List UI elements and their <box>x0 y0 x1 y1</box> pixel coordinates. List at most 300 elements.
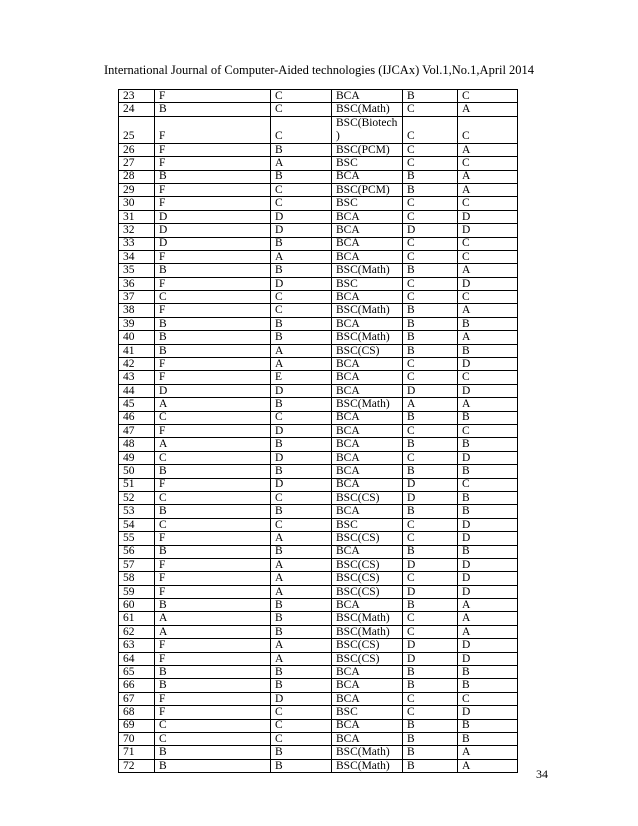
table-cell: D <box>458 210 518 223</box>
table-cell: B <box>458 679 518 692</box>
table-row <box>119 424 518 437</box>
table-cell: BCA <box>332 291 403 304</box>
table-cell: B <box>458 491 518 504</box>
table-row <box>119 465 518 478</box>
table-cell: B <box>155 264 271 277</box>
table-cell: D <box>403 639 458 652</box>
table-cell: C <box>403 358 458 371</box>
table-cell: F <box>155 652 271 665</box>
table-cell: BSC(Math) <box>332 264 403 277</box>
table-cell: BSC(Math) <box>332 746 403 759</box>
table-row <box>119 532 518 545</box>
table-cell: C <box>403 197 458 210</box>
table-cell: C <box>155 491 271 504</box>
table-cell: D <box>271 478 332 491</box>
table-cell: C <box>271 518 332 531</box>
table-cell: B <box>155 103 271 116</box>
table-cell: B <box>155 505 271 518</box>
table-cell: C <box>403 451 458 464</box>
table-cell: A <box>458 103 518 116</box>
table-cell: C <box>271 304 332 317</box>
table-cell: B <box>403 331 458 344</box>
table-row <box>119 652 518 665</box>
table-cell: B <box>403 411 458 424</box>
table-row <box>119 264 518 277</box>
table-cell: D <box>458 572 518 585</box>
table-cell: A <box>271 157 332 170</box>
table-cell: D <box>458 532 518 545</box>
table-cell: D <box>403 224 458 237</box>
table-row <box>119 478 518 491</box>
table-cell: B <box>403 183 458 196</box>
table-cell: BSC(Math) <box>332 759 403 772</box>
table-cell: 46 <box>119 411 155 424</box>
table-cell: B <box>458 344 518 357</box>
table-cell: D <box>271 277 332 290</box>
table-cell: BSC <box>332 518 403 531</box>
table-cell: D <box>458 639 518 652</box>
table-row <box>119 277 518 290</box>
table-cell: F <box>155 424 271 437</box>
table-row <box>119 103 518 116</box>
table-cell: D <box>271 451 332 464</box>
table-cell: B <box>271 625 332 638</box>
table-cell: F <box>155 639 271 652</box>
table-cell: A <box>458 264 518 277</box>
table-cell: D <box>403 558 458 571</box>
table-cell: BSC(PCM) <box>332 183 403 196</box>
table-cell: C <box>403 424 458 437</box>
table-cell: BCA <box>332 371 403 384</box>
table-cell: 31 <box>119 210 155 223</box>
table-cell: B <box>403 317 458 330</box>
table-cell: 48 <box>119 438 155 451</box>
table-row <box>119 572 518 585</box>
table-cell: C <box>458 424 518 437</box>
table-cell: B <box>271 759 332 772</box>
table-row <box>119 224 518 237</box>
table-cell: B <box>403 679 458 692</box>
table-cell: A <box>271 572 332 585</box>
table-cell: A <box>271 558 332 571</box>
table-cell: 53 <box>119 505 155 518</box>
table-cell: 33 <box>119 237 155 250</box>
table-cell: C <box>403 532 458 545</box>
table-cell: A <box>155 398 271 411</box>
table-cell: D <box>403 478 458 491</box>
table-cell: B <box>403 732 458 745</box>
table-cell: B <box>271 679 332 692</box>
table-cell: 34 <box>119 250 155 263</box>
table-cell: A <box>155 625 271 638</box>
table-cell: BSC(CS) <box>332 585 403 598</box>
table-cell: A <box>271 358 332 371</box>
table-row <box>119 304 518 317</box>
table-cell: D <box>403 585 458 598</box>
table-cell: B <box>458 317 518 330</box>
table-cell: B <box>271 438 332 451</box>
table-cell: C <box>403 103 458 116</box>
table-cell: B <box>403 505 458 518</box>
table-cell: D <box>458 224 518 237</box>
table-cell: 45 <box>119 398 155 411</box>
table-cell: BCA <box>332 505 403 518</box>
table-cell: BSC <box>332 277 403 290</box>
table-cell: D <box>271 224 332 237</box>
table-cell: C <box>458 478 518 491</box>
table-cell: F <box>155 90 271 103</box>
table-cell: D <box>458 585 518 598</box>
table-cell: B <box>155 344 271 357</box>
table-cell: 65 <box>119 666 155 679</box>
table-cell: D <box>458 277 518 290</box>
table-cell: C <box>271 491 332 504</box>
table-cell: B <box>155 679 271 692</box>
table-cell: BCA <box>332 210 403 223</box>
table-cell: BSC(CS) <box>332 532 403 545</box>
table-cell: D <box>155 224 271 237</box>
table-cell: BSC(Math) <box>332 103 403 116</box>
table-row <box>119 438 518 451</box>
table-cell: B <box>271 331 332 344</box>
table-cell: B <box>458 438 518 451</box>
table-cell: B <box>271 170 332 183</box>
table-cell: 27 <box>119 157 155 170</box>
table-cell: A <box>155 612 271 625</box>
table-cell: BSC(CS) <box>332 558 403 571</box>
table-cell: D <box>403 384 458 397</box>
table-row <box>119 344 518 357</box>
table-cell: BCA <box>332 90 403 103</box>
table-cell: C <box>458 116 518 143</box>
table-cell: 40 <box>119 331 155 344</box>
table-cell: D <box>271 424 332 437</box>
table-cell: 54 <box>119 518 155 531</box>
table-cell: A <box>271 250 332 263</box>
table-row <box>119 599 518 612</box>
table-cell: F <box>155 706 271 719</box>
table-cell: C <box>403 250 458 263</box>
table-cell: D <box>458 451 518 464</box>
table-cell: C <box>403 371 458 384</box>
table-cell: B <box>403 666 458 679</box>
table-cell: C <box>403 625 458 638</box>
table-cell: F <box>155 692 271 705</box>
table-cell: D <box>155 210 271 223</box>
table-cell: 72 <box>119 759 155 772</box>
table-cell: F <box>155 558 271 571</box>
table-cell: 50 <box>119 465 155 478</box>
table-cell: C <box>403 291 458 304</box>
table-cell: D <box>155 384 271 397</box>
table-cell: C <box>155 518 271 531</box>
table-cell: B <box>155 170 271 183</box>
table-cell: B <box>403 438 458 451</box>
table-cell: B <box>271 666 332 679</box>
table-cell: F <box>155 585 271 598</box>
table-row <box>119 90 518 103</box>
table-cell: B <box>403 90 458 103</box>
table-cell: F <box>155 304 271 317</box>
table-cell: B <box>403 599 458 612</box>
data-table <box>118 89 518 773</box>
table-row <box>119 746 518 759</box>
table-cell: C <box>155 291 271 304</box>
table-row <box>119 666 518 679</box>
table-cell: B <box>271 599 332 612</box>
table-cell: A <box>403 398 458 411</box>
table-cell: A <box>458 304 518 317</box>
table-cell: 63 <box>119 639 155 652</box>
table-cell: B <box>271 746 332 759</box>
table-cell: D <box>458 358 518 371</box>
table-cell: F <box>155 157 271 170</box>
table-cell: D <box>458 652 518 665</box>
table-cell: BCA <box>332 545 403 558</box>
table-cell: C <box>403 706 458 719</box>
table-cell: 42 <box>119 358 155 371</box>
table-cell: 60 <box>119 599 155 612</box>
table-cell: B <box>403 719 458 732</box>
table-cell: C <box>403 572 458 585</box>
page-header: International Journal of Computer-Aided technologies (IJCAx) Vol.1,No.1,April 2014 <box>103 63 535 77</box>
table-row <box>119 518 518 531</box>
table-cell: C <box>458 90 518 103</box>
table-cell: B <box>458 666 518 679</box>
table-cell: A <box>458 170 518 183</box>
table-cell: F <box>155 197 271 210</box>
table-row <box>119 183 518 196</box>
table-row <box>119 545 518 558</box>
table-cell: D <box>458 384 518 397</box>
table-cell: B <box>458 505 518 518</box>
table-cell: F <box>155 478 271 491</box>
table-cell: C <box>403 157 458 170</box>
table-cell: C <box>458 692 518 705</box>
table-row <box>119 558 518 571</box>
table-cell: 44 <box>119 384 155 397</box>
table-cell: 70 <box>119 732 155 745</box>
table-cell: B <box>458 732 518 745</box>
table-cell: 26 <box>119 143 155 156</box>
table-row <box>119 625 518 638</box>
table-cell: C <box>271 90 332 103</box>
table-cell: BSC(CS) <box>332 639 403 652</box>
table-cell: 68 <box>119 706 155 719</box>
table-cell: BCA <box>332 237 403 250</box>
table-cell: BCA <box>332 451 403 464</box>
table-cell: BCA <box>332 478 403 491</box>
table-cell: C <box>271 103 332 116</box>
table-cell: F <box>155 371 271 384</box>
table-cell: 64 <box>119 652 155 665</box>
table-cell: A <box>458 759 518 772</box>
table-cell: 61 <box>119 612 155 625</box>
table-cell: F <box>155 143 271 156</box>
table-cell: B <box>271 545 332 558</box>
table-cell: 23 <box>119 90 155 103</box>
table-cell: D <box>403 491 458 504</box>
table-cell: 58 <box>119 572 155 585</box>
table-cell: C <box>458 291 518 304</box>
table-cell: F <box>155 250 271 263</box>
table-cell: A <box>458 746 518 759</box>
table-row <box>119 250 518 263</box>
table-row <box>119 197 518 210</box>
table-cell: F <box>155 358 271 371</box>
table-cell: A <box>458 612 518 625</box>
table-cell: 47 <box>119 424 155 437</box>
table-cell: 39 <box>119 317 155 330</box>
table-cell: B <box>271 264 332 277</box>
table-row <box>119 358 518 371</box>
table-row <box>119 719 518 732</box>
table-cell: BCA <box>332 692 403 705</box>
table-cell: BSC(Math) <box>332 398 403 411</box>
table-cell: 51 <box>119 478 155 491</box>
table-cell: 41 <box>119 344 155 357</box>
table-cell: BCA <box>332 250 403 263</box>
table-cell: C <box>271 197 332 210</box>
table-cell: BSC <box>332 157 403 170</box>
table-cell: C <box>458 237 518 250</box>
table-cell: BCA <box>332 170 403 183</box>
table-cell: C <box>458 157 518 170</box>
table-cell: B <box>403 545 458 558</box>
table-cell: 56 <box>119 545 155 558</box>
table-cell: 38 <box>119 304 155 317</box>
table-cell: BSC <box>332 706 403 719</box>
table-cell: 49 <box>119 451 155 464</box>
table-cell: C <box>403 277 458 290</box>
table-cell: 43 <box>119 371 155 384</box>
table-cell: A <box>155 438 271 451</box>
table-row <box>119 210 518 223</box>
table-cell: B <box>403 759 458 772</box>
table-body <box>119 90 518 773</box>
table-cell: B <box>271 317 332 330</box>
table-row <box>119 398 518 411</box>
table-row <box>119 384 518 397</box>
table-row <box>119 143 518 156</box>
table-cell: D <box>271 384 332 397</box>
table-cell: BSC(Math) <box>332 612 403 625</box>
table-cell: B <box>271 612 332 625</box>
table-cell: C <box>271 706 332 719</box>
table-cell: B <box>403 344 458 357</box>
table-cell: B <box>271 398 332 411</box>
table-cell: C <box>403 237 458 250</box>
table-cell: C <box>403 612 458 625</box>
table-cell: 35 <box>119 264 155 277</box>
table-cell: C <box>458 197 518 210</box>
table-cell: B <box>271 465 332 478</box>
table-cell: A <box>458 398 518 411</box>
table-cell: A <box>271 344 332 357</box>
page-number: 34 <box>536 767 548 781</box>
table-cell: 30 <box>119 197 155 210</box>
table-cell: A <box>271 652 332 665</box>
table-cell: D <box>403 652 458 665</box>
table-row <box>119 291 518 304</box>
table-cell: B <box>271 143 332 156</box>
table-cell: BSC(CS) <box>332 344 403 357</box>
table-cell: BSC <box>332 197 403 210</box>
table-cell: D <box>458 558 518 571</box>
table-cell: 37 <box>119 291 155 304</box>
table-cell: B <box>155 545 271 558</box>
table-cell: F <box>155 183 271 196</box>
table-cell: BCA <box>332 719 403 732</box>
table-cell: 29 <box>119 183 155 196</box>
table-cell: C <box>155 451 271 464</box>
table-cell: 55 <box>119 532 155 545</box>
table-row <box>119 411 518 424</box>
table-row <box>119 585 518 598</box>
table-row <box>119 116 518 143</box>
table-cell: BCA <box>332 679 403 692</box>
table-cell: D <box>271 210 332 223</box>
table-cell: A <box>458 143 518 156</box>
table-cell: 62 <box>119 625 155 638</box>
table-cell: 24 <box>119 103 155 116</box>
table-cell: BCA <box>332 666 403 679</box>
table-cell: BCA <box>332 424 403 437</box>
table-cell: C <box>458 371 518 384</box>
table-cell: BCA <box>332 384 403 397</box>
table-cell: 66 <box>119 679 155 692</box>
table-cell: BSC(Math) <box>332 625 403 638</box>
table-cell: 59 <box>119 585 155 598</box>
table-row <box>119 237 518 250</box>
table-cell: 36 <box>119 277 155 290</box>
table-row <box>119 639 518 652</box>
table-cell: F <box>155 277 271 290</box>
table-row <box>119 371 518 384</box>
table-cell: B <box>155 746 271 759</box>
table-row <box>119 706 518 719</box>
table-cell: C <box>403 116 458 143</box>
table-cell: C <box>271 183 332 196</box>
table-cell: B <box>155 317 271 330</box>
table-cell: C <box>403 518 458 531</box>
table-cell: 57 <box>119 558 155 571</box>
table-cell: C <box>155 732 271 745</box>
table-cell: B <box>155 331 271 344</box>
table-cell: BCA <box>332 317 403 330</box>
table-cell: BSC(CS) <box>332 572 403 585</box>
table-cell: C <box>458 250 518 263</box>
table-cell: BCA <box>332 599 403 612</box>
table-cell: BCA <box>332 438 403 451</box>
table-cell: C <box>271 732 332 745</box>
table-cell: C <box>271 719 332 732</box>
table-cell: 25 <box>119 116 155 143</box>
table-cell: BCA <box>332 465 403 478</box>
table-row <box>119 759 518 772</box>
table-cell: A <box>458 599 518 612</box>
table-cell: BCA <box>332 732 403 745</box>
table-cell: C <box>403 210 458 223</box>
table-cell: A <box>271 532 332 545</box>
table-cell: D <box>458 706 518 719</box>
table-cell: B <box>458 719 518 732</box>
table-cell: C <box>155 411 271 424</box>
table-row <box>119 451 518 464</box>
table-cell: F <box>155 116 271 143</box>
table-cell: 69 <box>119 719 155 732</box>
table-cell: D <box>271 692 332 705</box>
